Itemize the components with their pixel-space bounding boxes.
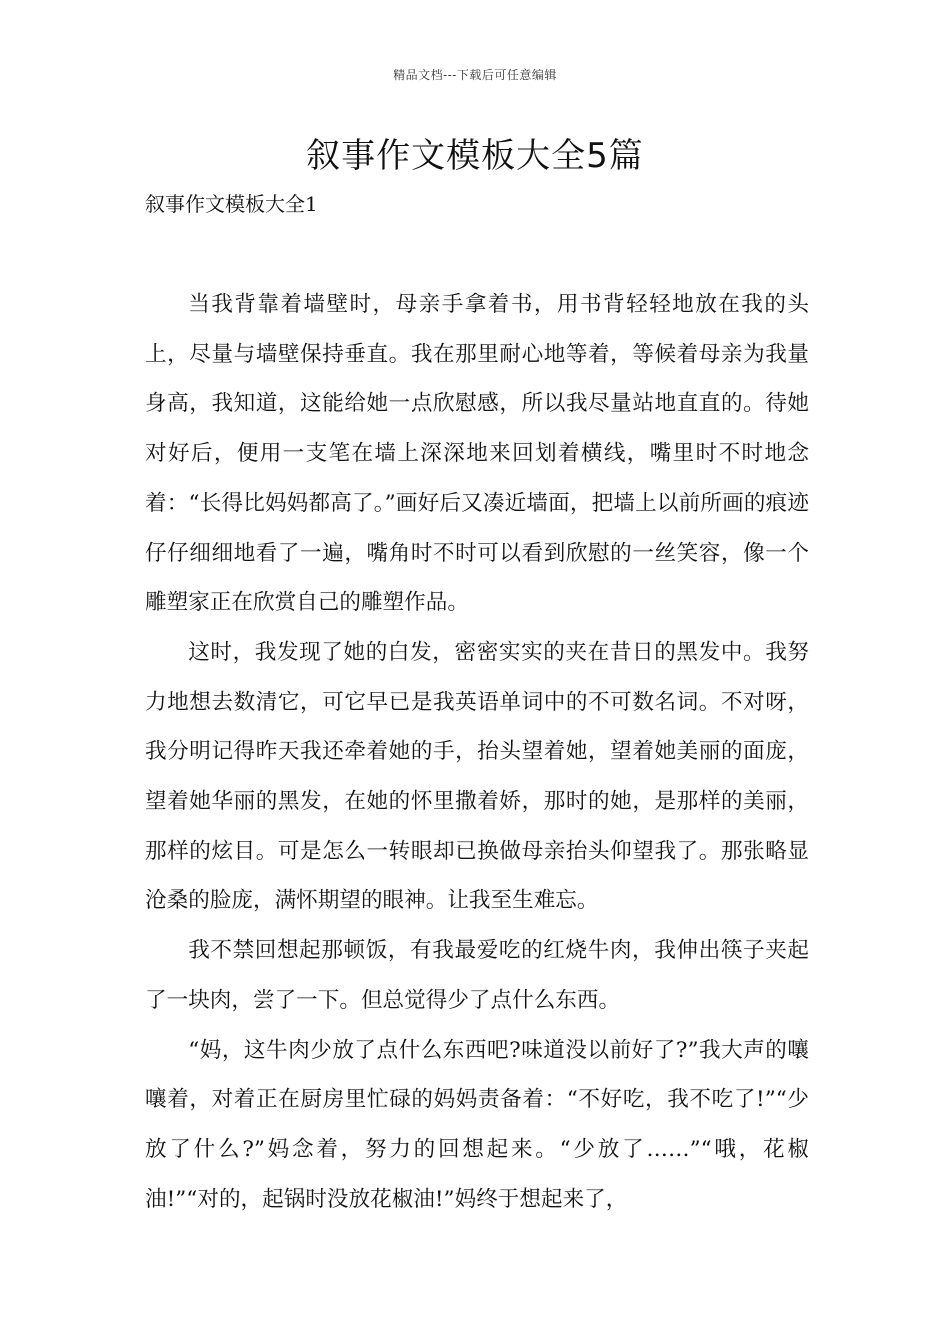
paragraph-1: 当我背靠着墙壁时，母亲手拿着书，用书背轻轻地放在我的头上，尽量与墙壁保持垂直。我在那里耐心地等着，等候着母亲为我量身高，我知道，这能给她一点欣慰感，所以我尽量站地直直的。待她对好后，便用一支笔在墙上深深地来回划着横线，嘴里时不时地念着：“长得比妈妈都高了。”画好后又凑近墙面，把墙上以前所画的痕迹仔仔细细地看了一遍，嘴角时不时可以看到欣慰的一丝笑容，像一个雕塑家正在欣赏自己的雕塑作品。 (145, 292, 809, 616)
paragraph-2: 这时，我发现了她的白发，密密实实的夹在昔日的黑发中。我努力地想去数清它，可它早已是我英语单词中的不可数名词。不对呀，我分明记得昨天我还牵着她的手，抬头望着她，望着她美丽的面庞，望着她华丽的黑发，在她的怀里撒着娇，那时的她，是那样的美丽，那样的炫目。可是怎么一转眼却已换做母亲抬头仰望我了。那张略显沧桑的脸庞，满怀期望的眼神。让我至生难忘。 (145, 639, 809, 914)
document-title: 叙事作文模板大全5篇 (306, 136, 644, 176)
paragraph-3: 我不禁回想起那顿饭，有我最爱吃的红烧牛肉，我伸出筷子夹起了一块肉，尝了一下。但总觉得少了点什么东西。 (145, 938, 809, 1013)
section-title: 叙事作文模板大全1 (145, 192, 318, 216)
paragraph-4: “妈，这牛肉少放了点什么东西吧?味道没以前好了?”我大声的嚷嚷着，对着正在厨房里忙碌的妈妈责备着：“不好吃，我不吃了!”“少放了什么?”妈念着，努力的回想起来。“少放了……”“哦，花椒油!”“对的，起锅时没放花椒油!”妈终于想起来了， (145, 1037, 809, 1212)
document-body (145, 280, 809, 1224)
page-header-note: 精品文档---下载后可任意编辑 (393, 68, 557, 82)
